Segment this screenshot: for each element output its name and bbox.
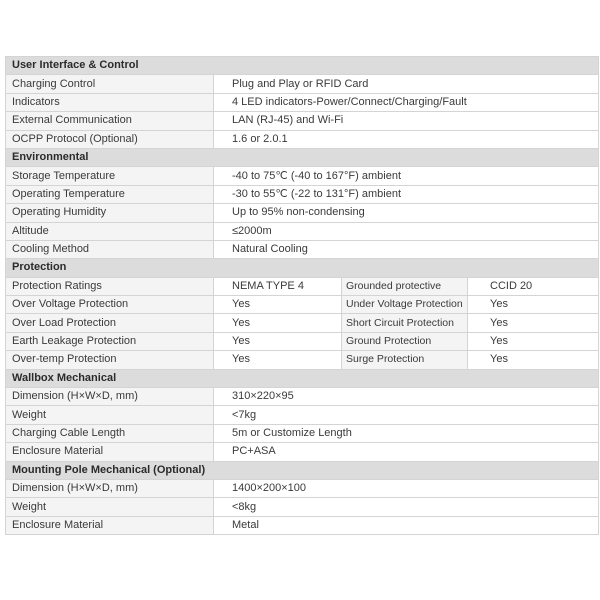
row-value: 1400×200×100 [214, 479, 599, 497]
row-label: Over-temp Protection [6, 351, 214, 369]
table-row [6, 388, 599, 406]
row-label: Weight [6, 406, 214, 424]
row-value: Yes [214, 332, 342, 350]
row-value: -30 to 55℃ (-22 to 131°F) ambient [214, 185, 599, 203]
row-value: <8kg [214, 498, 599, 516]
table-row [6, 296, 599, 314]
section-header-environmental [6, 148, 599, 166]
section-header-mounting-pole [6, 461, 599, 479]
section-title: User Interface & Control [6, 57, 599, 75]
row-value: NEMA TYPE 4 [214, 277, 342, 295]
section-header-wallbox-mechanical [6, 369, 599, 387]
table-row [6, 516, 599, 534]
row-label: Over Voltage Protection [6, 296, 214, 314]
row-value-secondary: CCID 20 [468, 277, 599, 295]
section-title: Environmental [6, 148, 599, 166]
row-value: LAN (RJ-45) and Wi-Fi [214, 112, 599, 130]
row-label: Weight [6, 498, 214, 516]
row-label: Dimension (H×W×D, mm) [6, 479, 214, 497]
row-label: Altitude [6, 222, 214, 240]
table-row [6, 479, 599, 497]
row-value: Plug and Play or RFID Card [214, 75, 599, 93]
row-value: Up to 95% non-condensing [214, 204, 599, 222]
row-label: Operating Humidity [6, 204, 214, 222]
section-title: Protection [6, 259, 599, 277]
row-label: Earth Leakage Protection [6, 332, 214, 350]
row-label-secondary: Ground Protection [342, 332, 468, 350]
section-title: Mounting Pole Mechanical (Optional) [6, 461, 599, 479]
table-row [6, 130, 599, 148]
row-label: Storage Temperature [6, 167, 214, 185]
row-value-secondary: Yes [468, 296, 599, 314]
row-value: Yes [214, 351, 342, 369]
table-row [6, 406, 599, 424]
table-row [6, 498, 599, 516]
row-label: Cooling Method [6, 240, 214, 258]
row-label-secondary: Surge Protection [342, 351, 468, 369]
row-value: ≤2000m [214, 222, 599, 240]
row-value: Natural Cooling [214, 240, 599, 258]
row-label: Over Load Protection [6, 314, 214, 332]
row-label-secondary: Grounded protective [342, 277, 468, 295]
row-value: Yes [214, 314, 342, 332]
table-row [6, 93, 599, 111]
row-label: Enclosure Material [6, 443, 214, 461]
table-row [6, 424, 599, 442]
row-label: Charging Control [6, 75, 214, 93]
row-value: PC+ASA [214, 443, 599, 461]
spec-table [5, 56, 599, 535]
row-value: 310×220×95 [214, 388, 599, 406]
row-label: External Communication [6, 112, 214, 130]
table-row [6, 332, 599, 350]
row-value: Metal [214, 516, 599, 534]
row-label: Charging Cable Length [6, 424, 214, 442]
row-value: Yes [214, 296, 342, 314]
row-value: 5m or Customize Length [214, 424, 599, 442]
row-label-secondary: Short Circuit Protection [342, 314, 468, 332]
row-label: Protection Ratings [6, 277, 214, 295]
table-row [6, 443, 599, 461]
row-label: Indicators [6, 93, 214, 111]
row-label: OCPP Protocol (Optional) [6, 130, 214, 148]
row-value: 4 LED indicators-Power/Connect/Charging/Fault [214, 93, 599, 111]
row-value-secondary: Yes [468, 332, 599, 350]
row-label: Dimension (H×W×D, mm) [6, 388, 214, 406]
row-value-secondary: Yes [468, 351, 599, 369]
section-title: Wallbox Mechanical [6, 369, 599, 387]
row-label-secondary: Under Voltage Protection [342, 296, 468, 314]
table-row [6, 351, 599, 369]
section-header-protection [6, 259, 599, 277]
table-row [6, 222, 599, 240]
section-header-ui [6, 57, 599, 75]
table-row [6, 185, 599, 203]
row-value: 1.6 or 2.0.1 [214, 130, 599, 148]
table-row [6, 167, 599, 185]
table-row [6, 277, 599, 295]
table-row [6, 75, 599, 93]
row-value-secondary: Yes [468, 314, 599, 332]
table-row [6, 314, 599, 332]
row-label: Operating Temperature [6, 185, 214, 203]
table-row [6, 112, 599, 130]
row-value: -40 to 75℃ (-40 to 167°F) ambient [214, 167, 599, 185]
row-label: Enclosure Material [6, 516, 214, 534]
table-row [6, 240, 599, 258]
row-value: <7kg [214, 406, 599, 424]
table-row [6, 204, 599, 222]
